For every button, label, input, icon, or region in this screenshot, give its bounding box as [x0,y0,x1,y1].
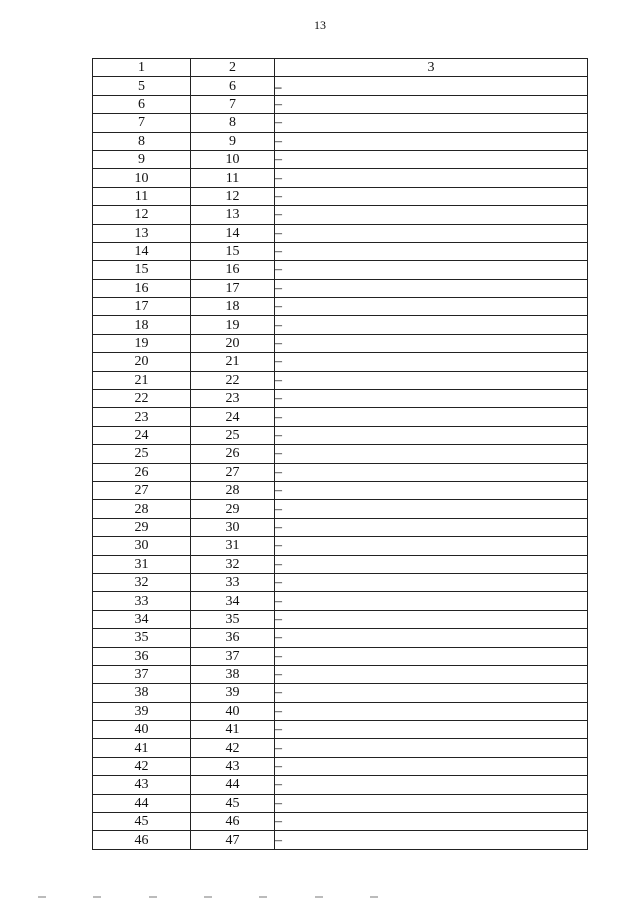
scan-mark [149,896,157,898]
row-value-3: – [275,187,588,205]
row-value-2: 39 [191,684,275,702]
row-value-2: 14 [191,224,275,242]
row-value-3: – [275,776,588,794]
row-value-1: 32 [93,573,191,591]
row-value-3: – [275,721,588,739]
row-value-3: – [275,353,588,371]
row-value-3: – [275,316,588,334]
row-value-2: 18 [191,298,275,316]
table-row [93,316,588,334]
row-value-2: 24 [191,408,275,426]
row-value-1: 16 [93,279,191,297]
row-value-1: 44 [93,794,191,812]
row-value-3: – [275,445,588,463]
row-value-3: – [275,279,588,297]
row-value-3: – [275,426,588,444]
row-value-3: – [275,592,588,610]
row-value-2: 42 [191,739,275,757]
row-value-1: 42 [93,757,191,775]
table-row [93,169,588,187]
row-value-1: 10 [93,169,191,187]
page-number: 13 [314,18,326,32]
row-value-2: 28 [191,481,275,499]
scan-mark [315,896,323,898]
row-value-2: 6 [191,77,275,95]
row-value-3: – [275,573,588,591]
row-value-2: 35 [191,610,275,628]
table-row [93,445,588,463]
row-value-2: 34 [191,592,275,610]
table-row [93,481,588,499]
row-value-2: 26 [191,445,275,463]
row-value-1: 30 [93,537,191,555]
row-value-2: 7 [191,95,275,113]
column-header-2: 2 [191,59,275,77]
row-value-2: 19 [191,316,275,334]
row-value-1: 6 [93,95,191,113]
row-value-3: – [275,77,588,95]
row-value-2: 22 [191,371,275,389]
row-value-3: – [275,390,588,408]
table-row [93,665,588,683]
table-row [93,592,588,610]
table-row [93,573,588,591]
row-value-3: – [275,408,588,426]
row-value-2: 10 [191,150,275,168]
row-value-3: – [275,739,588,757]
row-value-3: – [275,463,588,481]
row-value-3: – [275,150,588,168]
row-value-1: 39 [93,702,191,720]
row-value-3: – [275,555,588,573]
row-value-1: 36 [93,647,191,665]
row-value-3: – [275,261,588,279]
table-row [93,77,588,95]
table-row [93,684,588,702]
row-value-2: 41 [191,721,275,739]
footer-scan-marks [38,896,378,902]
table-row [93,426,588,444]
row-value-3: – [275,95,588,113]
row-value-3: – [275,831,588,849]
table-row [93,261,588,279]
row-value-3: – [275,371,588,389]
row-value-2: 37 [191,647,275,665]
row-value-2: 45 [191,794,275,812]
table-row [93,298,588,316]
row-value-1: 17 [93,298,191,316]
row-value-1: 21 [93,371,191,389]
table-header-row [93,59,588,77]
row-value-2: 32 [191,555,275,573]
row-value-1: 34 [93,610,191,628]
row-value-1: 20 [93,353,191,371]
row-value-2: 46 [191,813,275,831]
row-value-2: 9 [191,132,275,150]
table-row [93,500,588,518]
row-value-1: 37 [93,665,191,683]
row-value-2: 11 [191,169,275,187]
table-row [93,647,588,665]
table-row [93,813,588,831]
table-body [93,77,588,849]
table-row [93,555,588,573]
row-value-1: 14 [93,242,191,260]
table-row [93,132,588,150]
row-value-3: – [275,757,588,775]
row-value-3: – [275,537,588,555]
row-value-3: – [275,610,588,628]
table-row [93,353,588,371]
row-value-3: – [275,684,588,702]
row-value-3: – [275,242,588,260]
row-value-2: 30 [191,518,275,536]
table-row [93,242,588,260]
row-value-2: 13 [191,206,275,224]
row-value-1: 31 [93,555,191,573]
row-value-1: 25 [93,445,191,463]
column-header-1: 1 [93,59,191,77]
row-value-1: 29 [93,518,191,536]
row-value-2: 36 [191,629,275,647]
row-value-1: 13 [93,224,191,242]
row-value-1: 40 [93,721,191,739]
row-value-2: 21 [191,353,275,371]
row-value-3: – [275,481,588,499]
row-value-1: 9 [93,150,191,168]
row-value-1: 8 [93,132,191,150]
row-value-2: 31 [191,537,275,555]
row-value-1: 18 [93,316,191,334]
table-row [93,150,588,168]
row-value-1: 11 [93,187,191,205]
row-value-3: – [275,629,588,647]
row-value-2: 17 [191,279,275,297]
scan-mark [370,896,378,898]
row-value-2: 44 [191,776,275,794]
table-row [93,390,588,408]
row-value-1: 26 [93,463,191,481]
table-row [93,757,588,775]
row-value-3: – [275,702,588,720]
row-value-2: 47 [191,831,275,849]
row-value-3: – [275,334,588,352]
row-value-3: – [275,813,588,831]
row-value-1: 19 [93,334,191,352]
row-value-3: – [275,132,588,150]
row-value-2: 15 [191,242,275,260]
table-row [93,776,588,794]
row-value-2: 40 [191,702,275,720]
table-row [93,463,588,481]
row-value-3: – [275,794,588,812]
table-row [93,206,588,224]
row-value-1: 46 [93,831,191,849]
row-value-1: 23 [93,408,191,426]
row-value-2: 20 [191,334,275,352]
row-value-3: – [275,169,588,187]
row-value-2: 23 [191,390,275,408]
row-value-3: – [275,500,588,518]
row-value-3: – [275,224,588,242]
scan-mark [93,896,101,898]
table-row [93,518,588,536]
row-value-1: 22 [93,390,191,408]
table-row [93,334,588,352]
table-row [93,831,588,849]
row-value-1: 15 [93,261,191,279]
row-value-1: 38 [93,684,191,702]
row-value-1: 7 [93,114,191,132]
table-row [93,721,588,739]
row-value-2: 33 [191,573,275,591]
scan-mark [259,896,267,898]
column-header-3: 3 [275,59,588,77]
row-value-1: 24 [93,426,191,444]
row-value-2: 25 [191,426,275,444]
row-value-1: 45 [93,813,191,831]
table-row [93,224,588,242]
row-value-1: 5 [93,77,191,95]
table-row [93,794,588,812]
row-value-1: 27 [93,481,191,499]
table-row [93,187,588,205]
row-value-3: – [275,647,588,665]
table-row [93,610,588,628]
table-row [93,95,588,113]
table-row [93,702,588,720]
row-value-1: 41 [93,739,191,757]
table-row [93,629,588,647]
row-value-3: – [275,114,588,132]
row-value-2: 38 [191,665,275,683]
scan-mark [38,896,46,898]
row-value-2: 29 [191,500,275,518]
row-value-2: 8 [191,114,275,132]
row-value-1: 12 [93,206,191,224]
row-value-3: – [275,298,588,316]
scan-mark [204,896,212,898]
data-table [92,58,588,850]
table-row [93,114,588,132]
table-row [93,371,588,389]
row-value-2: 16 [191,261,275,279]
row-value-3: – [275,206,588,224]
row-value-1: 28 [93,500,191,518]
table-row [93,739,588,757]
row-value-1: 43 [93,776,191,794]
table-row [93,537,588,555]
row-value-2: 27 [191,463,275,481]
table-row [93,279,588,297]
row-value-2: 43 [191,757,275,775]
row-value-3: – [275,665,588,683]
table-row [93,408,588,426]
row-value-3: – [275,518,588,536]
row-value-1: 33 [93,592,191,610]
row-value-1: 35 [93,629,191,647]
row-value-2: 12 [191,187,275,205]
